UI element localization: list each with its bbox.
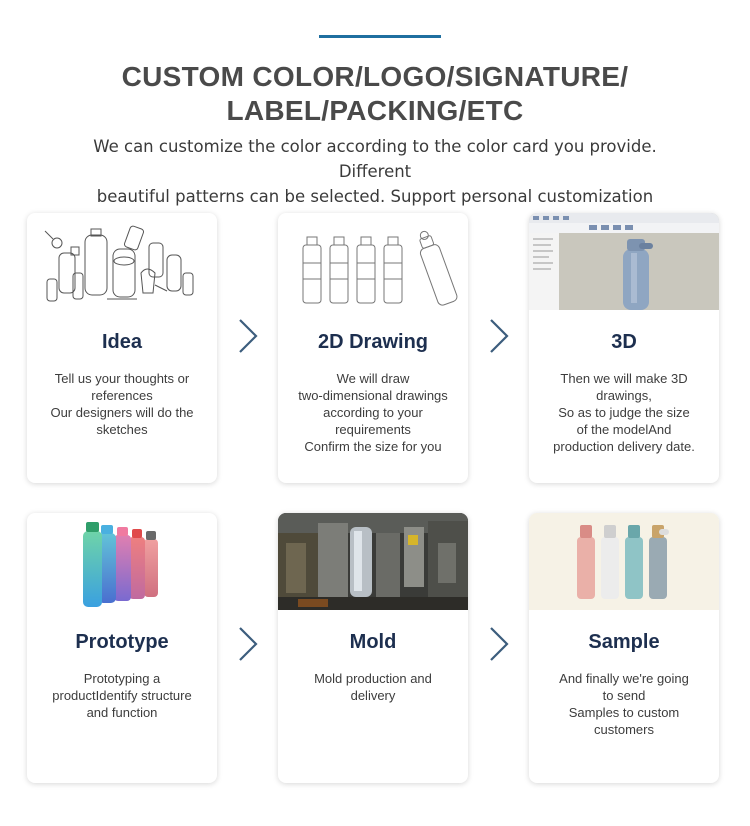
- page-title: [0, 60, 750, 128]
- header-accent-rule: [319, 35, 441, 38]
- step-title: Sample: [588, 631, 660, 653]
- sample-bottles-image: [529, 513, 719, 610]
- step-title: Mold: [349, 631, 397, 653]
- step-card-prototype: [27, 513, 217, 783]
- step-description: Mold production and delivery: [314, 671, 432, 703]
- subtitle-line-2: beautiful patterns can be selected. Support personal customization: [96, 187, 654, 206]
- subtitle-line-1: We can customize the color according to the color card you provide. Different: [93, 137, 657, 181]
- step-title: 2D Drawing: [317, 331, 429, 353]
- step-title: 3D: [611, 331, 637, 353]
- step-title: Prototype: [75, 631, 169, 653]
- step-title: Idea: [101, 331, 143, 353]
- step-card-mold: [278, 513, 468, 783]
- step-description: Then we will make 3D drawings, So as to judge the size of the modelAnd production delivery date.: [553, 371, 695, 454]
- step-card-idea: [27, 213, 217, 483]
- chevron-right-icon: [236, 318, 260, 354]
- chevron-right-icon: [487, 318, 511, 354]
- prototype-bottles-image: [27, 513, 217, 610]
- title-line-2: LABEL/PACKING/ETC: [226, 95, 524, 126]
- idea-sketch-image: [27, 213, 217, 310]
- step-card-sample: [529, 513, 719, 783]
- 2d-drawing-image: [278, 213, 468, 310]
- mold-machine-image: [278, 513, 468, 610]
- step-card-2d-drawing: [278, 213, 468, 483]
- step-description: Prototyping a productIdentify structure and function: [52, 671, 192, 720]
- chevron-right-icon: [236, 626, 260, 662]
- step-description: Tell us your thoughts or references Our designers will do the sketches: [50, 371, 194, 437]
- page-subtitle: [60, 134, 690, 209]
- step-card-3d: [529, 213, 719, 483]
- title-line-1: CUSTOM COLOR/LOGO/SIGNATURE/: [121, 61, 629, 92]
- step-description: And finally we're going to send Samples to custom customers: [559, 671, 689, 737]
- 3d-cad-image: [529, 213, 719, 310]
- chevron-right-icon: [487, 626, 511, 662]
- step-description: We will draw two-dimensional drawings according to your requirements Confirm the size for you: [298, 371, 448, 454]
